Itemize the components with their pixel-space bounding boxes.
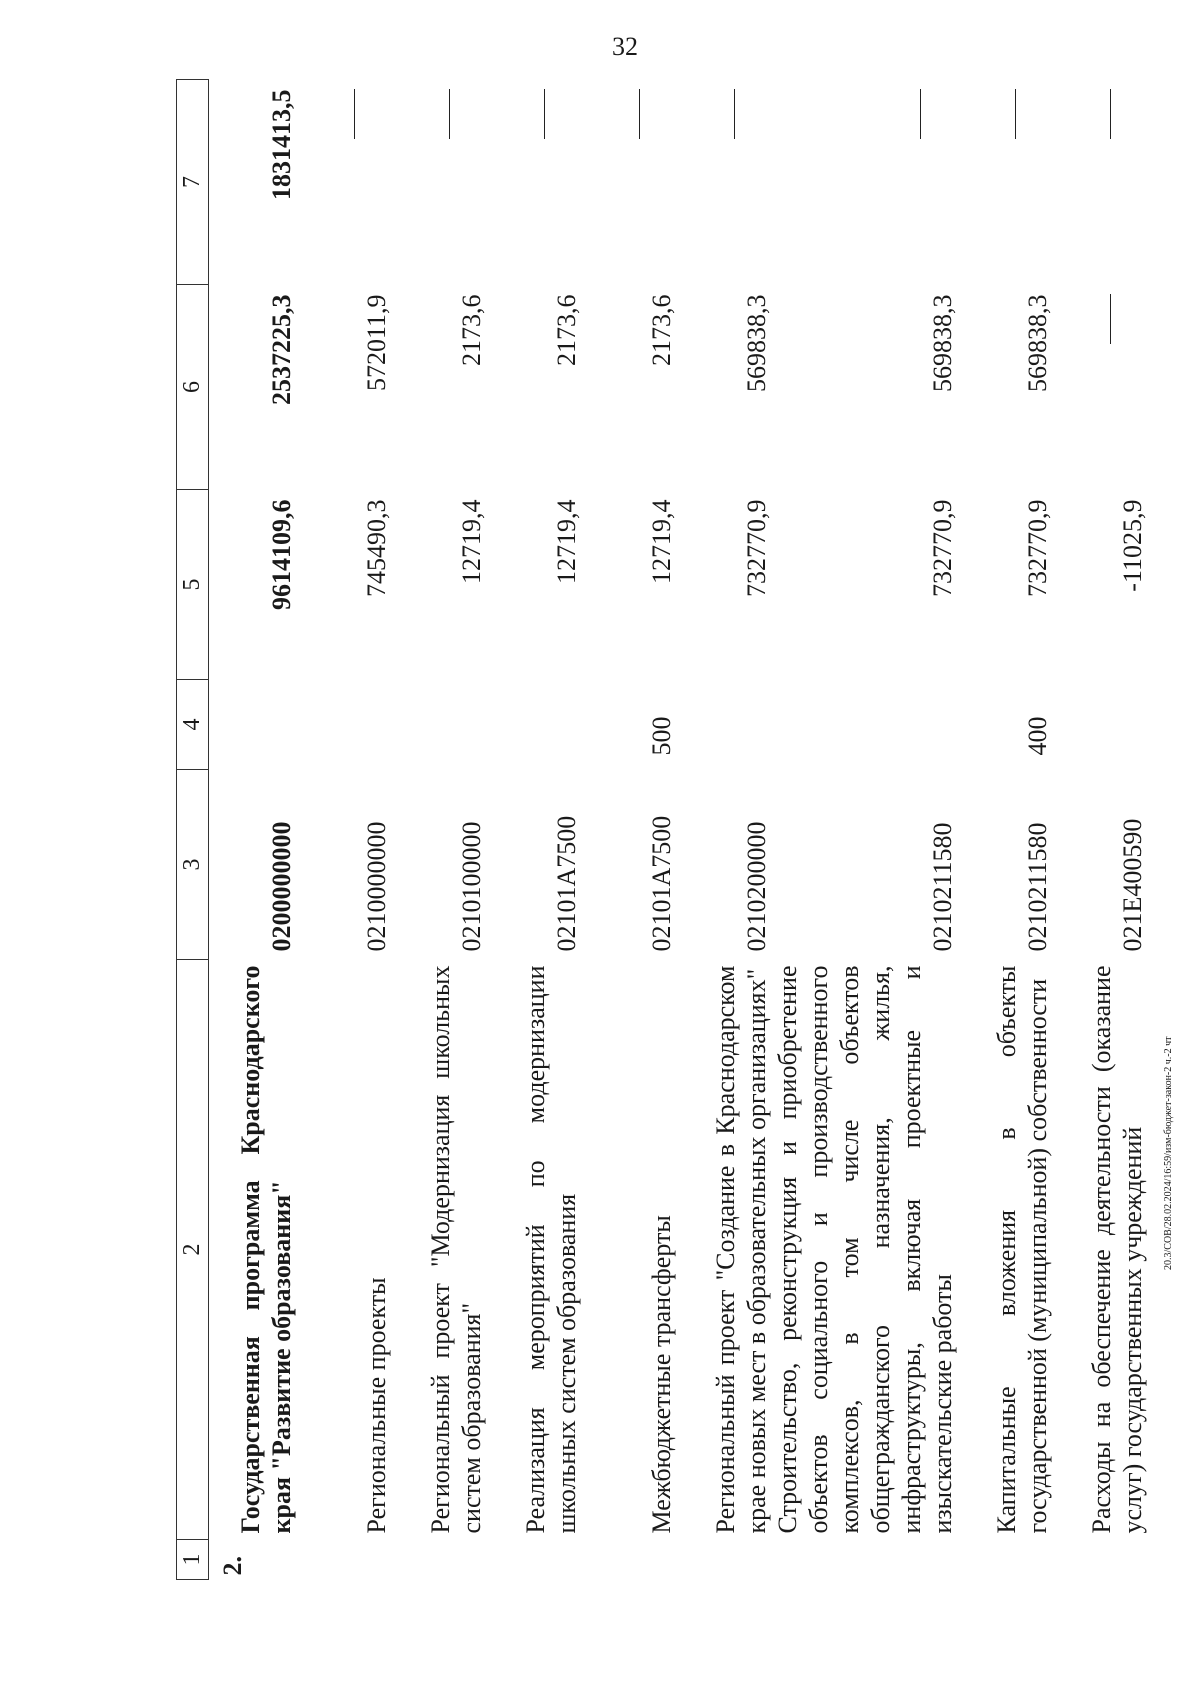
row-name bbox=[209, 960, 298, 1540]
dash-mark bbox=[920, 90, 952, 140]
row-name-text: Государственная программа Краснодарского края "Развитие образования" bbox=[236, 965, 296, 1534]
row-code-text: 0210100000 bbox=[457, 821, 486, 952]
row-value-col6 bbox=[487, 285, 582, 490]
row-value-col7 bbox=[772, 80, 958, 285]
row-value-col7 bbox=[209, 80, 298, 285]
row-code bbox=[1053, 770, 1148, 960]
row-value-col7 bbox=[958, 80, 1053, 285]
row-value-col5-text: 12719,4 bbox=[647, 499, 676, 584]
row-index bbox=[677, 1540, 772, 1580]
row-code bbox=[487, 770, 582, 960]
row-code-text: 02101A7500 bbox=[647, 815, 676, 952]
row-value-col5-text: 12719,4 bbox=[552, 499, 581, 584]
row-code bbox=[772, 770, 958, 960]
row-value-col6-text: 569838,3 bbox=[742, 294, 771, 392]
row-value-col5-text: 732770,9 bbox=[928, 499, 957, 597]
row-value-col6-text: 2173,6 bbox=[457, 294, 486, 366]
row-name bbox=[677, 960, 772, 1540]
dash-mark bbox=[449, 90, 481, 140]
row-value-col6 bbox=[1053, 285, 1148, 490]
row-name bbox=[297, 960, 392, 1540]
row-expense-type bbox=[297, 680, 392, 770]
dash-mark bbox=[1110, 90, 1142, 140]
table-row bbox=[209, 80, 298, 1580]
row-name-text: Расходы на обеспечение деятельности (оказание услуг) государственных учреждений bbox=[1087, 965, 1147, 1534]
row-code-text: 0210211580 bbox=[1023, 822, 1052, 952]
row-value-col7 bbox=[297, 80, 392, 285]
table-row bbox=[392, 80, 487, 1580]
header-row bbox=[177, 80, 209, 1580]
row-name-text: Капитальные вложения в объекты государственной (муниципальной) собственности bbox=[992, 965, 1052, 1534]
row-value-col5-text: 732770,9 bbox=[742, 499, 771, 597]
column-header: 1 bbox=[177, 1540, 209, 1580]
table-row bbox=[772, 80, 958, 1580]
column-header: 6 bbox=[177, 285, 209, 490]
row-value-col5-text: -11025,9 bbox=[1118, 499, 1147, 592]
dash-mark bbox=[639, 90, 671, 140]
row-value-col5 bbox=[958, 490, 1053, 680]
row-name-text: Реализация мероприятий по модернизации школьных систем образования bbox=[521, 965, 581, 1534]
row-value-col6-text: 572011,9 bbox=[362, 294, 391, 392]
row-expense-type-text: 400 bbox=[1023, 716, 1052, 756]
row-name bbox=[582, 960, 677, 1540]
row-value-col5 bbox=[582, 490, 677, 680]
page-number: 32 bbox=[612, 32, 638, 61]
row-value-col6 bbox=[582, 285, 677, 490]
row-code bbox=[297, 770, 392, 960]
row-index bbox=[582, 1540, 677, 1580]
row-value-col6 bbox=[677, 285, 772, 490]
row-code-text: 02101A7500 bbox=[552, 815, 581, 952]
row-value-col7 bbox=[1053, 80, 1148, 285]
row-index bbox=[772, 1540, 958, 1580]
row-name bbox=[958, 960, 1053, 1540]
row-code-text: 0200000000 bbox=[267, 821, 296, 952]
dash-mark bbox=[734, 90, 766, 140]
budget-table bbox=[176, 79, 1148, 1580]
row-expense-type bbox=[582, 680, 677, 770]
row-code-text: 0210200000 bbox=[742, 821, 771, 952]
row-expense-type bbox=[1053, 680, 1148, 770]
row-value-col5 bbox=[297, 490, 392, 680]
row-index-text: 2. bbox=[218, 1556, 247, 1576]
row-name-text: Межбюджетные трансферты bbox=[647, 1215, 676, 1534]
row-code-text: 0210211580 bbox=[928, 822, 957, 952]
table-row bbox=[582, 80, 677, 1580]
row-name-text: Строительство, реконструкция и приобретение объектов социального и производственного комплексов, в том числе объектов общегражданского назначения, жилья, инфраструктуры, включая проектные и изыскательские работы bbox=[773, 965, 957, 1534]
row-value-col6 bbox=[958, 285, 1053, 490]
table-row bbox=[1053, 80, 1148, 1580]
row-value-col7 bbox=[582, 80, 677, 285]
row-code bbox=[677, 770, 772, 960]
row-value-col5 bbox=[392, 490, 487, 680]
dash-mark bbox=[544, 90, 576, 140]
row-code-text: 0210000000 bbox=[362, 821, 391, 952]
column-header: 4 bbox=[177, 680, 209, 770]
row-value-col5 bbox=[677, 490, 772, 680]
row-value-col5-text: 745490,3 bbox=[362, 499, 391, 597]
row-value-col7-text: 1831413,5 bbox=[267, 89, 296, 200]
row-expense-type bbox=[487, 680, 582, 770]
column-header: 5 bbox=[177, 490, 209, 680]
row-value-col6-text: 569838,3 bbox=[1023, 294, 1052, 392]
table-row bbox=[297, 80, 392, 1580]
row-name-text: Региональный проект "Модернизация школьных систем образования" bbox=[426, 965, 486, 1534]
row-name-text: Региональный проект "Создание в Краснодарском крае новых мест в образовательных организациях" bbox=[711, 965, 771, 1534]
row-name bbox=[392, 960, 487, 1540]
dash-mark bbox=[354, 90, 386, 140]
budget-table-container bbox=[176, 80, 1147, 1580]
row-value-col6-text: 2173,6 bbox=[647, 294, 676, 366]
row-index bbox=[958, 1540, 1053, 1580]
row-expense-type bbox=[958, 680, 1053, 770]
column-header: 2 bbox=[177, 960, 209, 1540]
table-row bbox=[677, 80, 772, 1580]
column-header: 3 bbox=[177, 770, 209, 960]
row-value-col6-text: 2173,6 bbox=[552, 294, 581, 366]
dash-mark bbox=[1110, 295, 1142, 345]
row-value-col5 bbox=[1053, 490, 1148, 680]
row-expense-type bbox=[772, 680, 958, 770]
row-value-col6 bbox=[209, 285, 298, 490]
row-value-col7 bbox=[677, 80, 772, 285]
column-header: 7 bbox=[177, 80, 209, 285]
row-value-col7 bbox=[392, 80, 487, 285]
row-name bbox=[487, 960, 582, 1540]
row-code bbox=[582, 770, 677, 960]
table-row bbox=[958, 80, 1053, 1580]
row-expense-type bbox=[677, 680, 772, 770]
footer-code: 20.3/СОВ/28.02.2024/16:59/изм-бюджет-закон-2 ч.-2 чт bbox=[1163, 1036, 1174, 1270]
row-name-text: Региональные проекты bbox=[362, 1277, 391, 1534]
row-name bbox=[1053, 960, 1148, 1540]
row-index bbox=[297, 1540, 392, 1580]
row-value-col5-text: 12719,4 bbox=[457, 499, 486, 584]
row-code bbox=[958, 770, 1053, 960]
row-value-col6 bbox=[772, 285, 958, 490]
row-value-col5-text: 9614109,6 bbox=[267, 499, 296, 610]
row-index bbox=[487, 1540, 582, 1580]
row-index bbox=[1053, 1540, 1148, 1580]
row-value-col6 bbox=[297, 285, 392, 490]
row-value-col7 bbox=[487, 80, 582, 285]
row-index bbox=[392, 1540, 487, 1580]
row-value-col5 bbox=[772, 490, 958, 680]
row-index bbox=[209, 1540, 298, 1580]
row-expense-type-text: 500 bbox=[647, 716, 676, 756]
row-name bbox=[772, 960, 958, 1540]
row-value-col6-text: 2537225,3 bbox=[267, 294, 296, 405]
row-code bbox=[392, 770, 487, 960]
row-expense-type bbox=[392, 680, 487, 770]
row-value-col5 bbox=[209, 490, 298, 680]
dash-mark bbox=[1015, 90, 1047, 140]
row-value-col5-text: 732770,9 bbox=[1023, 499, 1052, 597]
row-code bbox=[209, 770, 298, 960]
table-row bbox=[487, 80, 582, 1580]
row-value-col5 bbox=[487, 490, 582, 680]
table-body bbox=[209, 80, 1149, 1580]
row-expense-type bbox=[209, 680, 298, 770]
row-value-col6 bbox=[392, 285, 487, 490]
row-value-col6-text: 569838,3 bbox=[928, 294, 957, 392]
row-code-text: 021E400590 bbox=[1118, 818, 1147, 952]
